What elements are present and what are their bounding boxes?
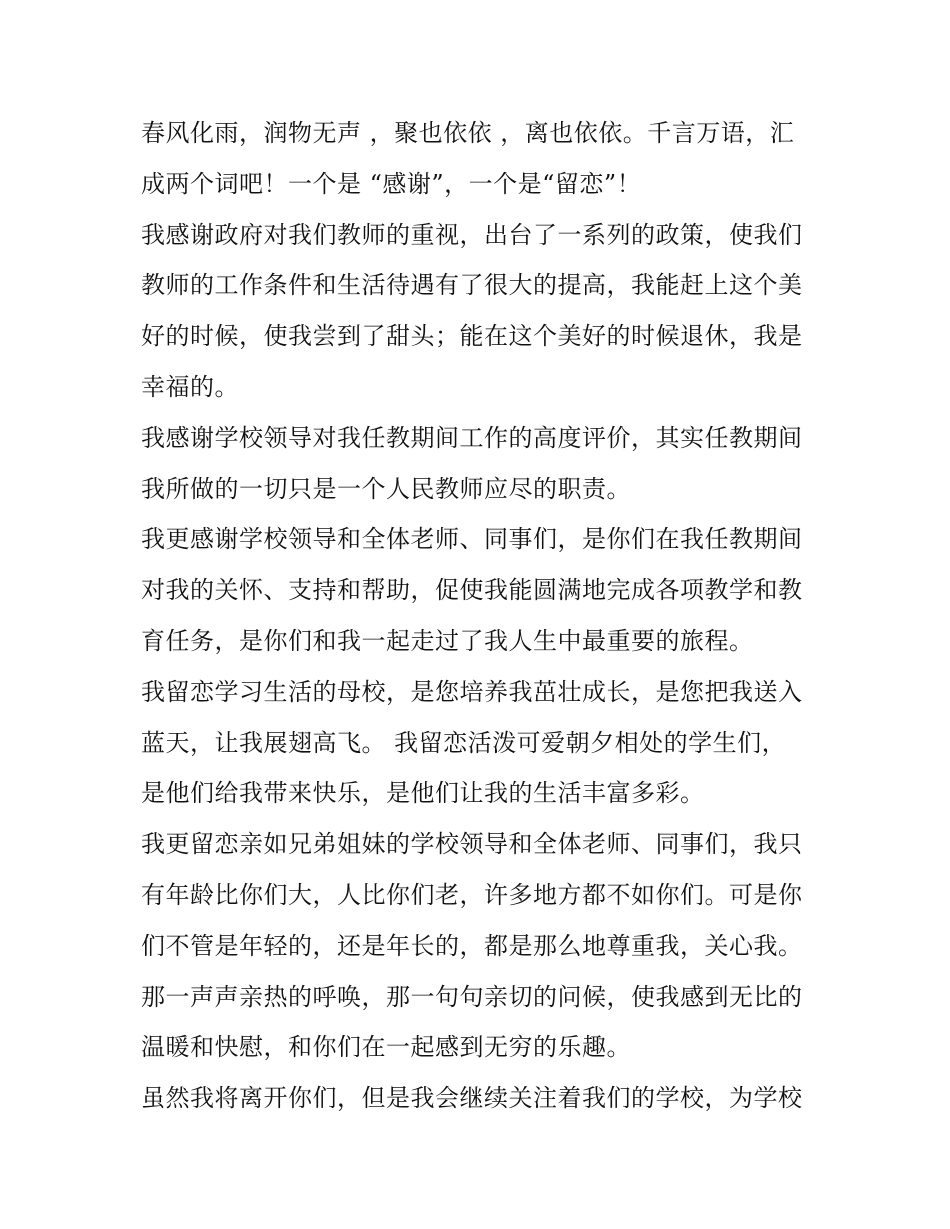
- text-line: 春风化雨，润物无声 ，聚也依依 ，离也依依。千言万语，汇: [141, 119, 795, 147]
- text-line: 对我的关怀、支持和帮助，促使我能圆满地完成各项教学和教: [141, 576, 803, 605]
- text-line: 教师的工作条件和生活待遇有了很大的提高，我能赶上这个美: [141, 271, 803, 300]
- text-line: 好的时候，使我尝到了甜头；能在这个美好的时候退休，我是: [141, 322, 803, 351]
- text-line: 是他们给我带来快乐，是他们让我的生活丰富多彩。: [141, 779, 705, 808]
- text-line: 育任务，是你们和我一起走过了我人生中最重要的旅程。: [141, 626, 754, 655]
- text-line: 们不管是年轻的，还是年长的，都是那么地尊重我，关心我。: [141, 931, 803, 960]
- text-line: 成两个词吧！一个是 “感谢”，一个是“留恋”！: [141, 169, 642, 198]
- document-body: [141, 108, 821, 1124]
- text-line: 有年龄比你们大，人比你们老，许多地方都不如你们。可是你: [141, 880, 803, 909]
- text-line: 我所做的一切只是一个人民教师应尽的职责。: [141, 474, 631, 503]
- text-line: 那一声声亲热的呼唤，那一句句亲切的问候，使我感到无比的: [141, 982, 803, 1011]
- text-line: 我更感谢学校领导和全体老师、同事们，是你们在我任教期间: [141, 525, 803, 554]
- text-line: 我感谢政府对我们教师的重视，出台了一系列的政策，使我们: [141, 220, 803, 249]
- text-line: 蓝天，让我展翅高飞。 我留恋活泼可爱朝夕相处的学生们，: [141, 728, 787, 757]
- text-line: 幸福的。: [141, 372, 239, 401]
- text-line: 我留恋学习生活的母校，是您培养我茁壮成长，是您把我送入: [141, 677, 803, 706]
- text-line: 温暖和快慰，和你们在一起感到无穷的乐趣。: [141, 1033, 631, 1062]
- text-line: 虽然我将离开你们，但是我会继续关注着我们的学校，为学校: [141, 1084, 803, 1113]
- text-line: 我感谢学校领导对我任教期间工作的高度评价，其实任教期间: [141, 423, 803, 452]
- text-line: 我更留恋亲如兄弟姐妹的学校领导和全体老师、同事们，我只: [141, 830, 803, 859]
